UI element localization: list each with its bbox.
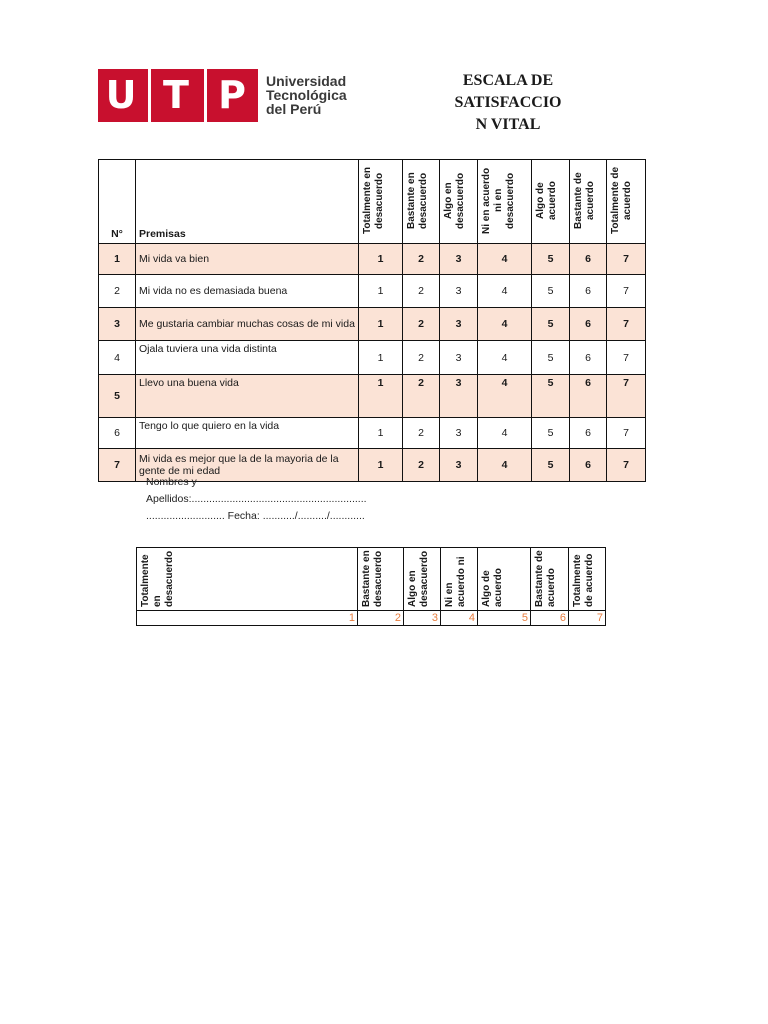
row-number: 3 <box>99 308 136 341</box>
rating-option[interactable]: 6 <box>570 375 607 418</box>
row-number: 7 <box>99 449 136 482</box>
scale-header <box>359 160 403 244</box>
rating-option[interactable]: 7 <box>607 341 646 375</box>
table-header-row <box>99 160 646 244</box>
university-name-line: del Perú <box>266 101 322 117</box>
rating-option[interactable]: 6 <box>570 418 607 449</box>
scale-option-header <box>404 548 441 611</box>
premise-text: Me gustaria cambiar muchas cosas de mi vida <box>136 308 359 341</box>
rating-option[interactable]: 4 <box>478 341 532 375</box>
university-name-line: Universidad <box>266 73 347 89</box>
scale-value[interactable]: 2 <box>358 611 404 626</box>
scale-value[interactable]: 5 <box>478 611 531 626</box>
scale-option-label: Ni en acuerdo ni <box>444 556 467 607</box>
document-title <box>440 70 576 136</box>
rating-option[interactable]: 7 <box>607 275 646 308</box>
logo-separator <box>148 69 151 122</box>
name-date-block <box>146 474 367 525</box>
scale-value[interactable]: 4 <box>441 611 478 626</box>
scale-header <box>607 160 646 244</box>
scale-header <box>478 160 532 244</box>
title-line: SATISFACCIO <box>454 94 562 111</box>
premise-text: Ojala tuviera una vida distinta <box>136 341 359 375</box>
title-line: ESCALA DE <box>462 72 554 89</box>
scale-header-label: Algo de acuerdo <box>535 180 558 220</box>
rating-option[interactable]: 7 <box>607 375 646 418</box>
rating-option[interactable]: 3 <box>440 244 478 275</box>
row-number: 6 <box>99 418 136 449</box>
rating-option[interactable]: 4 <box>478 375 532 418</box>
rating-option[interactable]: 3 <box>440 449 478 482</box>
scale-header-label: Algo en desacuerdo <box>443 171 466 229</box>
university-name <box>266 74 376 116</box>
rating-option[interactable]: 5 <box>532 418 570 449</box>
row-number: 1 <box>99 244 136 275</box>
date-field[interactable]: ........................... Fecha: .........../........../............ <box>146 510 365 522</box>
rating-option[interactable]: 1 <box>359 275 403 308</box>
rating-option[interactable]: 2 <box>403 375 440 418</box>
table-row <box>99 341 646 375</box>
premise-text: Mi vida no es demasiada buena <box>136 275 359 308</box>
rating-option[interactable]: 1 <box>359 449 403 482</box>
scale-header-row <box>137 548 606 611</box>
rating-option[interactable]: 7 <box>607 418 646 449</box>
logo-separator <box>204 69 207 122</box>
utp-logo <box>98 69 258 122</box>
rating-option[interactable]: 1 <box>359 341 403 375</box>
rating-option[interactable]: 5 <box>532 244 570 275</box>
rating-option[interactable]: 5 <box>532 275 570 308</box>
scale-option-header <box>441 548 478 611</box>
table-row <box>99 244 646 275</box>
university-name-line: Tecnológica <box>266 87 347 103</box>
rating-option[interactable]: 6 <box>570 275 607 308</box>
rating-option[interactable]: 2 <box>403 341 440 375</box>
scale-header <box>570 160 607 244</box>
rating-option[interactable]: 3 <box>440 308 478 341</box>
satisfaction-scale-table <box>98 159 646 482</box>
rating-option[interactable]: 3 <box>440 375 478 418</box>
scale-option-label: Bastante de acuerdo <box>534 550 557 607</box>
scale-option-header <box>531 548 569 611</box>
rating-option[interactable]: 6 <box>570 244 607 275</box>
rating-option[interactable]: 7 <box>607 244 646 275</box>
rating-option[interactable]: 4 <box>478 308 532 341</box>
rating-option[interactable]: 4 <box>478 244 532 275</box>
premise-text: Tengo lo que quiero en la vida <box>136 418 359 449</box>
rating-option[interactable]: 4 <box>478 275 532 308</box>
rating-option[interactable]: 1 <box>359 418 403 449</box>
scale-option-header <box>358 548 404 611</box>
scale-header <box>440 160 478 244</box>
rating-option[interactable]: 1 <box>359 244 403 275</box>
table-row <box>99 308 646 341</box>
scale-value[interactable]: 3 <box>404 611 441 626</box>
table-row <box>99 418 646 449</box>
row-number: 4 <box>99 341 136 375</box>
scale-value[interactable]: 1 <box>137 611 358 626</box>
response-scale-table <box>136 547 606 626</box>
rating-option[interactable]: 3 <box>440 275 478 308</box>
rating-option[interactable]: 7 <box>607 308 646 341</box>
row-number: 5 <box>99 375 136 418</box>
table-row <box>99 275 646 308</box>
number-header: N° <box>99 160 136 244</box>
scale-header-label: Bastante en desacuerdo <box>406 171 429 229</box>
rating-option[interactable]: 6 <box>570 341 607 375</box>
logo-letter-u: U <box>105 73 137 117</box>
premise-text: Llevo una buena vida <box>136 375 359 418</box>
scale-header <box>403 160 440 244</box>
scale-option-header <box>137 548 358 611</box>
rating-option[interactable]: 1 <box>359 308 403 341</box>
rating-option[interactable]: 2 <box>403 244 440 275</box>
scale-option-header <box>569 548 606 611</box>
scale-option-label: Bastante en desacuerdo <box>361 550 384 607</box>
rating-option[interactable]: 3 <box>440 341 478 375</box>
rating-option[interactable]: 6 <box>570 308 607 341</box>
rating-option[interactable]: 5 <box>532 308 570 341</box>
logo-letter-t: T <box>163 73 189 117</box>
scale-option-label: Totalmente de acuerdo <box>572 553 595 607</box>
premise-text: Mi vida es mejor que la de la mayoria de la gente de mi edad <box>136 449 359 482</box>
scale-header-label: Ni en acuerdo ni en desacuerdo <box>481 166 516 234</box>
scale-option-header <box>478 548 531 611</box>
premises-header: Premisas <box>136 160 359 244</box>
names-label: Nombres y <box>146 476 197 488</box>
rating-option[interactable]: 2 <box>403 308 440 341</box>
scale-header-label: Bastante de acuerdo <box>573 171 596 229</box>
logo-letter-p: P <box>218 73 246 117</box>
rating-option[interactable]: 5 <box>532 449 570 482</box>
scale-values-row <box>137 611 606 626</box>
table-row <box>99 375 646 418</box>
scale-header-label: Totalmente en desacuerdo <box>362 166 385 234</box>
rating-option[interactable]: 5 <box>532 341 570 375</box>
rating-option[interactable]: 1 <box>359 375 403 418</box>
rating-option[interactable]: 2 <box>403 449 440 482</box>
rating-option[interactable]: 5 <box>532 375 570 418</box>
rating-option[interactable]: 2 <box>403 418 440 449</box>
scale-option-label: Algo de acuerdo <box>481 568 504 607</box>
scale-header <box>532 160 570 244</box>
rating-option[interactable]: 2 <box>403 275 440 308</box>
scale-option-label: Totalmente en desacuerdo <box>140 550 175 607</box>
row-number: 2 <box>99 275 136 308</box>
scale-value[interactable]: 7 <box>569 611 606 626</box>
rating-option[interactable]: 4 <box>478 418 532 449</box>
rating-option[interactable]: 6 <box>570 449 607 482</box>
premise-text: Mi vida va bien <box>136 244 359 275</box>
rating-option[interactable]: 3 <box>440 418 478 449</box>
scale-header-label: Totalmente de acuerdo <box>610 166 633 234</box>
scale-option-label: Algo en desacuerdo <box>407 550 430 607</box>
scale-value[interactable]: 6 <box>531 611 569 626</box>
rating-option[interactable]: 4 <box>478 449 532 482</box>
title-line: N VITAL <box>475 116 541 133</box>
surnames-field[interactable]: Apellidos:............................................................ <box>146 493 367 505</box>
rating-option[interactable]: 7 <box>607 449 646 482</box>
